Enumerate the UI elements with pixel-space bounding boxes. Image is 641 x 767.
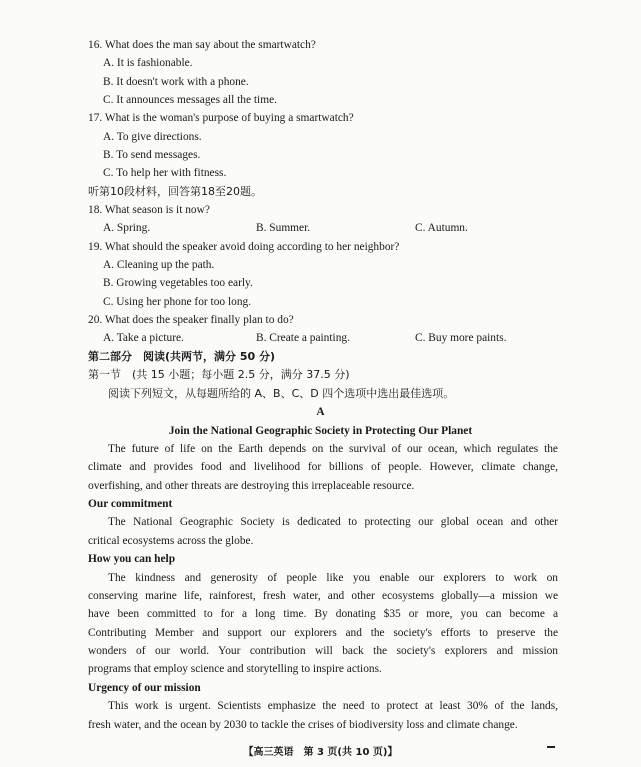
question-16-option-c: C. It announces messages all the time. [103, 94, 277, 106]
paragraph-2-line: critical ecosystems across the globe. [88, 535, 254, 547]
question-18-stem: 18. What season is it now? [88, 204, 210, 216]
question-20-option-c: C. Buy more paints. [415, 332, 507, 344]
paragraph-3-line: have been committed to for a long time. By donating $35 or more, you can become a [88, 608, 558, 620]
question-16-stem: 16. What does the man say about the smartwatch? [88, 39, 316, 51]
passage-letter: A [316, 406, 325, 418]
paragraph-2-line: The National Geographic Society is dedicated to protecting our global ocean and other [108, 516, 558, 528]
page-footer: 【高三英语 第 3 页(共 10 页)】 [243, 747, 398, 758]
question-16-option-a: A. It is fashionable. [103, 57, 193, 69]
question-19-option-c: C. Using her phone for too long. [103, 296, 252, 308]
question-18-option-a: A. Spring. [103, 222, 151, 234]
question-20-stem: 20. What does the speaker finally plan to do? [88, 314, 294, 326]
question-20-option-a: A. Take a picture. [103, 332, 184, 344]
paragraph-1-line: overfishing, and other threats are destroying this irreplaceable resource. [88, 480, 415, 492]
question-17-option-a: A. To give directions. [103, 131, 202, 143]
paragraph-4-line: fresh water, and the ocean by 2030 to tackle the crises of biodiversity loss and climate change. [88, 719, 518, 731]
paragraph-1-line: The future of life on the Earth depends on the survival of our ocean, which regulates the [108, 443, 558, 455]
question-19-option-b: B. Growing vegetables too early. [103, 277, 253, 289]
paragraph-3-line: programs that employ science and storytelling to inspire actions. [88, 663, 382, 675]
question-16-option-b: B. It doesn't work with a phone. [103, 76, 249, 88]
paragraph-3-line: conserving marine life, rainforest, fresh water, and other ecosystems globally—a mission we [88, 590, 558, 602]
question-18-option-b: B. Summer. [256, 222, 311, 234]
question-19-option-a: A. Cleaning up the path. [103, 259, 215, 271]
question-20-option-b: B. Create a painting. [256, 332, 350, 344]
heading-our-commitment: Our commitment [88, 498, 173, 510]
passage-title: Join the National Geographic Society in Protecting Our Planet [168, 425, 473, 437]
reading-instruction: 阅读下列短文，从每题所给的 A、B、C、D 四个选项中选出最佳选项。 [108, 387, 455, 400]
heading-how-you-can-help: How you can help [88, 553, 176, 565]
paragraph-3-line: Contributing Member and support our explorers and the society's efforts to preserve the [88, 627, 558, 639]
paragraph-3-line: wonders of our world. Your contribution will back the society's explorers and mission [88, 645, 558, 657]
question-17-stem: 17. What is the woman's purpose of buying a smartwatch? [88, 112, 354, 124]
heading-urgency: Urgency of our mission [88, 682, 201, 694]
paragraph-4-line: This work is urgent. Scientists emphasize the need to protect at least 30% of the lands, [108, 700, 558, 712]
paragraph-1-line: climate and provides food and livelihood for billions of people. However, climate change, [88, 461, 558, 473]
question-18-option-c: C. Autumn. [415, 222, 468, 234]
question-17-option-b: B. To send messages. [103, 149, 201, 161]
section-1-heading: 第一节 (共 15 小题；每小题 2.5 分，满分 37.5 分) [88, 368, 350, 381]
paragraph-3-line: The kindness and generosity of people like you enable our explorers to work on [108, 572, 558, 584]
corner-mark [547, 746, 555, 748]
section-10-instruction: 听第10段材料，回答第18至20题。 [88, 185, 262, 198]
question-17-option-c: C. To help her with fitness. [103, 167, 227, 179]
part-2-heading: 第二部分 阅读(共两节，满分 50 分) [88, 350, 276, 363]
question-19-stem: 19. What should the speaker avoid doing according to her neighbor? [88, 241, 400, 253]
